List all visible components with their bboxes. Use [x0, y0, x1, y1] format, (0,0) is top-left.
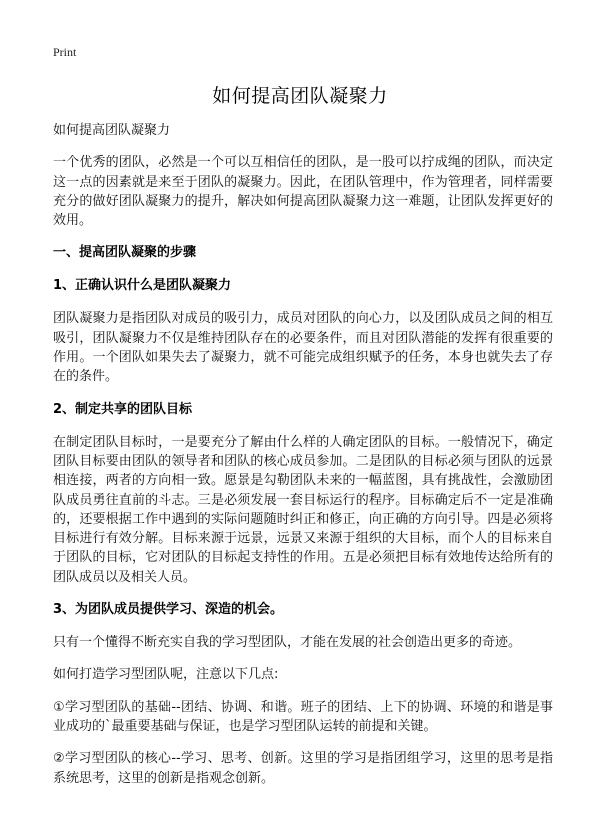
- subsection-body-1: 团队凝聚力是指团队对成员的吸引力，成员对团队的向心力，以及团队成员之间的相互吸引，团队凝聚力不仅是维持团队存在的必要条件，而且对团队潜能的发挥有很重要的作用。一个团队如果失去了凝聚力，就不可能完成组织赋予的任务，本身也就失去了存在的条件。: [53, 311, 553, 385]
- section-heading: 一、提高团队凝聚的步骤: [53, 245, 197, 261]
- list-item: ②学习型团队的核心--学习、思考、创新。这里的学习是指团组学习，这里的思考是指系统思考，这里的创新是指观念创新。: [53, 751, 553, 786]
- list-item: ①学习型团队的基础--团结、协调、和谐。班子的团结、上下的协调、环境的和谐是事业成功的`最重要基础与保证，也是学习型团队运转的前提和关键。: [53, 699, 553, 734]
- page-title: 如何提高团队凝聚力: [212, 85, 388, 107]
- document-body: [53, 121, 553, 801]
- subsection-body-2: 在制定团队目标时，一是要充分了解由什么样的人确定团队的目标。一般情况下，确定团队目标要由团队的领导者和团队的核心成员参加。二是团队的目标必须与团队的远景相连接，两者的方向相一致。愿景是勾勒团队未来的一幅蓝图，具有挑战性，会激励团队成员勇往直前的斗志。三是必须发展一套目标运行的程序。目标确定后不一定是准确的，还要根据工作中遇到的实际问题随时纠正和修正，向正确的方向引导。四是必须将目标进行有效分解。目标来源于远景，远景又来源于组织的大目标，而个人的目标来自于团队的目标，它对团队的目标起支持性的作用。五是必须把目标有效地传达给所有的团队成员以及相关人员。: [53, 434, 553, 585]
- document-subtitle: 如何提高团队凝聚力: [53, 123, 171, 138]
- subsection-body-3b: 如何打造学习型团队呢，注意以下几点:: [53, 667, 279, 683]
- print-label: Print: [53, 45, 77, 59]
- subsection-heading-2: 2、制定共享的团队目标: [53, 401, 193, 417]
- intro-paragraph: 一个优秀的团队，必然是一个可以互相信任的团队，是一股可以拧成绳的团队，而决定这一点的因素就是来至于团队的凝聚力。因此，在团队管理中，作为管理者，同样需要充分的做好团队凝聚力的提升，解决如何提高团队凝聚力这一难题，让团队发挥更好的效用。: [53, 155, 553, 229]
- subsection-body-3a: 只有一个懂得不断充实自我的学习型团队，才能在发展的社会创造出更多的奇迹。: [53, 635, 522, 651]
- subsection-heading-1: 1、正确认识什么是团队凝聚力: [53, 278, 232, 294]
- subsection-heading-3: 3、为团队成员提供学习、深造的机会。: [53, 602, 284, 618]
